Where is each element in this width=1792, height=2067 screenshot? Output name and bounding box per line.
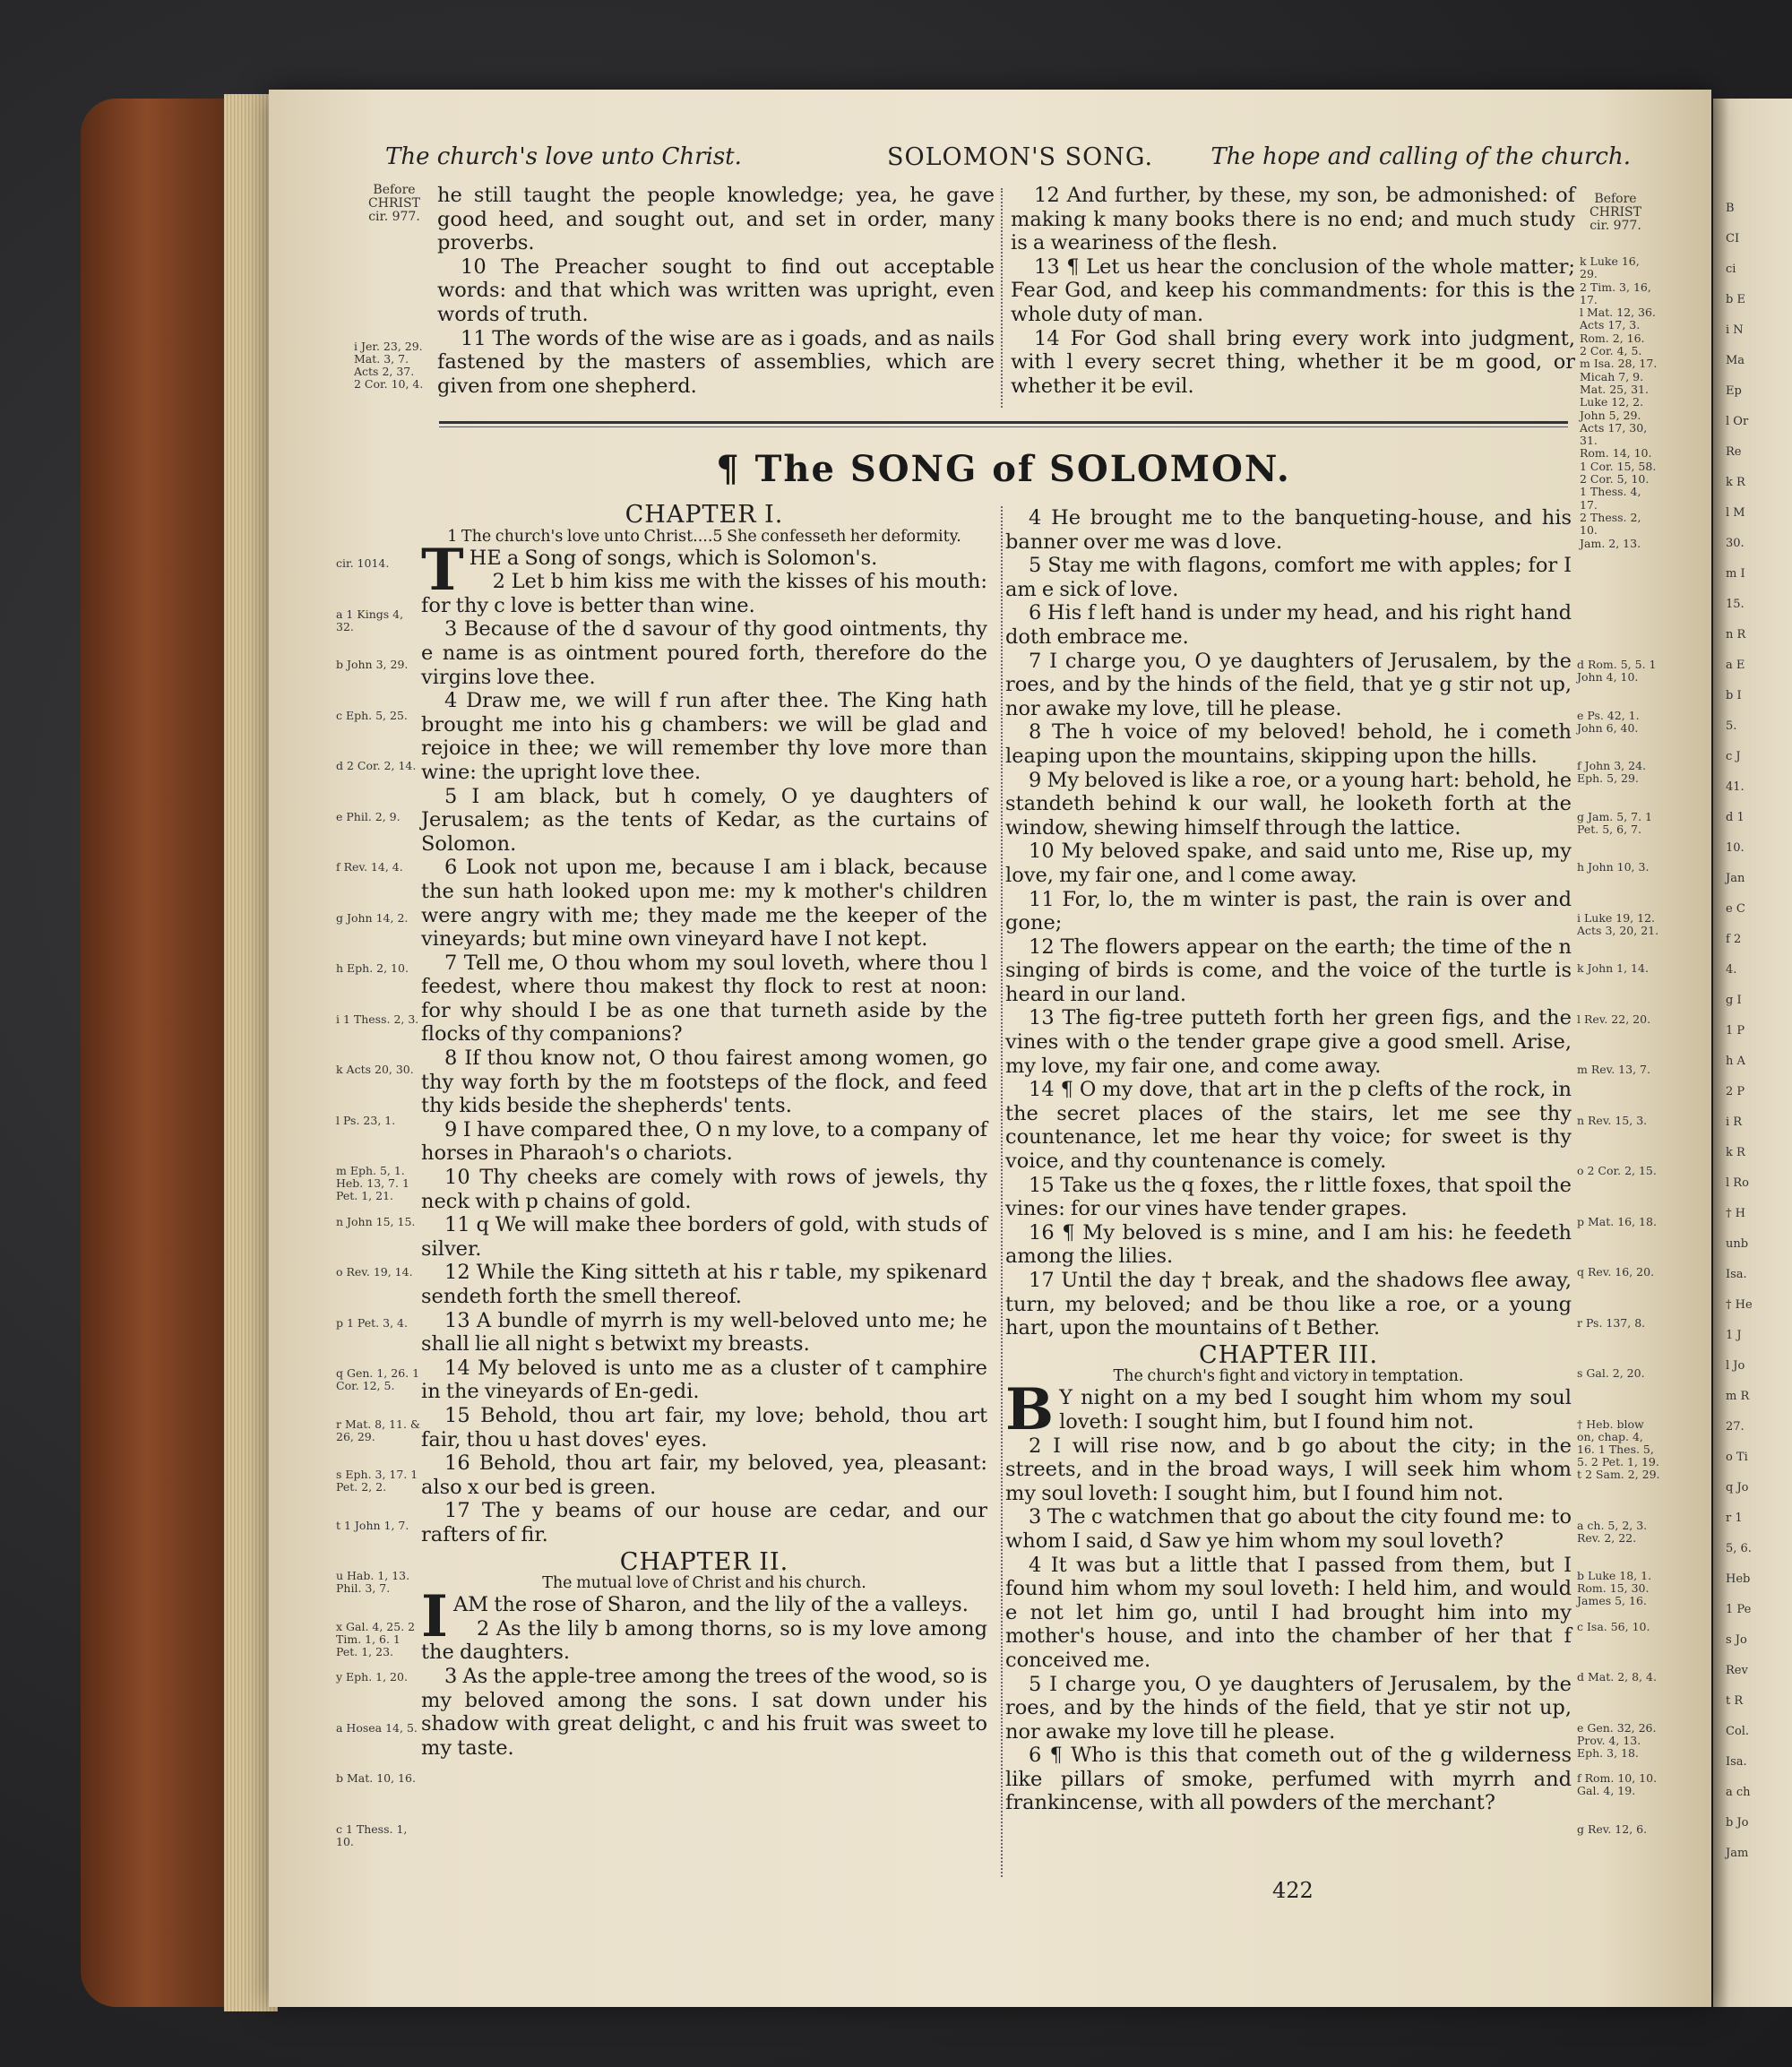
margin-reference: k John 1, 14. xyxy=(1577,961,1649,975)
verse: 11 q We will make thee borders of gold, with studs of silver. xyxy=(421,1213,987,1261)
verse: 6 Look not upon me, because I am i black, because the sun hath looked upon me: my k mother's children were angry with me; they made me the keeper of the vineyards; but mine own vineyard have I not kept. xyxy=(421,856,987,952)
next-page-fragment: † He xyxy=(1726,1298,1753,1312)
margin-reference: l Rev. 22, 20. xyxy=(1577,1012,1651,1026)
verse: 10 My beloved spake, and said unto me, Rise up, my love, my fair one, and l come away. xyxy=(1005,840,1572,887)
margin-reference: a 1 Kings 4, 32. xyxy=(336,607,404,633)
verse: 12 The flowers appear on the earth; the time of the n singing of birds is come, and the voice of the turtle is heard in our land. xyxy=(1005,934,1572,1006)
margin-reference: d Mat. 2, 8, 4. xyxy=(1577,1670,1657,1684)
chapter-2-heading: CHAPTER II. xyxy=(619,1547,789,1576)
next-page-fragment: k R xyxy=(1726,1146,1745,1159)
verse: 11 For, lo, the m winter is past, the rain is over and gone; xyxy=(1005,887,1572,935)
margin-reference: q Rev. 16, 20. xyxy=(1577,1265,1655,1279)
next-page-fragment: 30. xyxy=(1726,537,1745,550)
next-page-fragment: a ch xyxy=(1726,1786,1751,1799)
margin-reference: r Ps. 137, 8. xyxy=(1577,1315,1646,1330)
margin-reference: f Rev. 14, 4. xyxy=(336,860,403,874)
verse: 9 My beloved is like a roe, or a young hart: behold, he standeth behind k our wall, he looketh forth at the window, shewing himself through the lattice. xyxy=(1005,768,1572,840)
margin-reference: † Heb. blow on, chap. 4, 16. 1 Thes. 5, 5. 2 Pet. 1, 19. xyxy=(1577,1417,1659,1468)
next-page-fragment: 1 J xyxy=(1726,1329,1742,1342)
margin-reference: d Rom. 5, 5. 1 John 4, 10. xyxy=(1577,658,1657,684)
margin-reference: cir. 1014. xyxy=(336,556,390,570)
next-page-fragment: 15. xyxy=(1726,598,1745,611)
next-page-fragment: c J xyxy=(1726,750,1741,763)
margin-reference: n John 15, 15. xyxy=(336,1214,416,1228)
next-page-fragment: 5, 6. xyxy=(1726,1542,1752,1555)
verse: 2 I will rise now, and b go about the city; in the streets, and in the broad ways, I will seek him whom my soul loveth: I sought him, but I found him not. xyxy=(1005,1434,1572,1505)
next-page-fragment: s Jo xyxy=(1726,1633,1747,1647)
next-page-fragment: l Jo xyxy=(1726,1359,1745,1373)
next-page-fragment: 2 P xyxy=(1726,1085,1745,1098)
verse: 4 Draw me, we will f run after thee. The King hath brought me into his g chambers: we will be glad and rejoice in thee; we will remember thy love more than wine: the upright love thee. xyxy=(421,689,987,784)
verse: 7 Tell me, O thou whom my soul loveth, where thou l feedest, where thou makest thy flock to rest at noon: for why should I be as one that turneth aside by the flocks of thy companions? xyxy=(421,951,987,1046)
verse: 10 Thy cheeks are comely with rows of jewels, thy neck with p chains of gold. xyxy=(421,1166,987,1213)
next-page-fragment: 10. xyxy=(1726,841,1745,855)
margin-reference: g Jam. 5, 7. 1 Pet. 5, 6, 7. xyxy=(1577,809,1652,836)
next-page-fragment: r 1 xyxy=(1726,1511,1743,1525)
next-page-fragment: h A xyxy=(1726,1055,1745,1068)
verse: 8 The h voice of my beloved! behold, he i cometh leaping upon the mountains, skipping upon the hills. xyxy=(1005,720,1572,768)
next-page-fragment: i R xyxy=(1726,1115,1743,1129)
next-page-fragment: l M xyxy=(1726,506,1745,520)
margin-reference: f Rom. 10, 10. Gal. 4, 19. xyxy=(1577,1771,1658,1797)
margin-reference: d 2 Cor. 2, 14. xyxy=(336,759,417,772)
next-page-fragment: † H xyxy=(1726,1207,1745,1220)
section-divider-thin xyxy=(439,426,1568,427)
column-rule-main xyxy=(1001,506,1003,1877)
next-page-fragment: Jam xyxy=(1726,1847,1749,1860)
margin-reference: m Eph. 5, 1. Heb. 13, 7. 1 Pet. 1, 21. xyxy=(336,1164,409,1202)
book-title: ¶ The SONG of SOLOMON. xyxy=(716,448,1291,490)
margin-reference: p 1 Pet. 3, 4. xyxy=(336,1315,408,1330)
verse: 4 It was but a little that I passed from them, but I found him whom my soul loveth: I held him, and would e not let him go, until I had brought him into my mother's house, and into the chamber of her that f conceived me. xyxy=(1005,1553,1572,1672)
next-page-fragment: i N xyxy=(1726,323,1744,337)
margin-reference: h Eph. 2, 10. xyxy=(336,961,409,975)
next-page-fragment: t R xyxy=(1726,1694,1744,1708)
margin-reference: l Ps. 23, 1. xyxy=(336,1113,396,1127)
next-page-fragment: ci xyxy=(1726,263,1736,276)
verse: 12 While the King sitteth at his r table, my spikenard sendeth forth the smell thereof. xyxy=(421,1261,987,1308)
before-christ-note-right: Before CHRIST cir. 977. xyxy=(1590,192,1641,233)
margin-reference: g John 14, 2. xyxy=(336,910,409,925)
margin-reference: n Rev. 15, 3. xyxy=(1577,1113,1648,1127)
margin-reference: h John 10, 3. xyxy=(1577,860,1650,874)
verse: 5 I am black, but h comely, O ye daughters of Jerusalem; as the tents of Kedar, as the curtains of Solomon. xyxy=(421,784,987,856)
margin-reference: b Mat. 10, 16. xyxy=(336,1771,416,1785)
next-page-fragment: 27. xyxy=(1726,1420,1745,1434)
chapter-2-summary: The mutual love of Christ and his church. xyxy=(542,1574,866,1593)
next-page-fragment: 1 Pe xyxy=(1726,1603,1752,1616)
verse: 14 My beloved is unto me as a cluster of t camphire in the vineyards of En-gedi. xyxy=(421,1356,987,1404)
next-page-fragment: f 2 xyxy=(1726,933,1742,946)
next-page-fragment: b Jo xyxy=(1726,1816,1749,1830)
margin-reference: b Luke 18, 1. Rom. 15, 30. James 5, 16. xyxy=(1577,1569,1652,1607)
next-page-fragment: 5. xyxy=(1726,719,1737,733)
margin-reference: i Luke 19, 12. Acts 3, 20, 21. xyxy=(1577,910,1659,937)
song-col-left xyxy=(421,500,987,1760)
margin-reference: t 2 Sam. 2, 29. xyxy=(1577,1468,1660,1481)
margin-reference: s Gal. 2, 20. xyxy=(1577,1366,1645,1380)
margin-reference: x Gal. 4, 25. 2 Tim. 1, 6. 1 Pet. 1, 23. xyxy=(336,1619,416,1658)
margin-reference: k Acts 20, 30. xyxy=(336,1063,414,1076)
drop-cap: B xyxy=(1005,1376,1055,1444)
verse: 13 The fig-tree putteth forth her green figs, and the vines with o the tender grape give a good smell. Arise, my love, my fair one, and come away. xyxy=(1005,1006,1572,1078)
margin-reference: i 1 Thess. 2, 3. xyxy=(336,1012,419,1026)
verse: 17 Until the day † break, and the shadows flee away, turn, my beloved; and be thou like a roe, or a young hart, upon the mountains of t Bether. xyxy=(1005,1269,1572,1340)
verse: 5 Stay me with flagons, comfort me with apples; for I am e sick of love. xyxy=(1005,554,1572,601)
header-center: SOLOMON'S SONG. xyxy=(887,143,1154,171)
margin-reference: b John 3, 29. xyxy=(336,658,409,671)
verse: 16 ¶ My beloved is s mine, and I am his: he feedeth among the lilies. xyxy=(1005,1220,1572,1269)
next-page-fragment: Re xyxy=(1726,445,1742,459)
section-divider xyxy=(439,421,1568,424)
margin-reference: e Phil. 2, 9. xyxy=(336,809,401,823)
verse: 14 ¶ O my dove, that art in the p clefts of the rock, in the secret places of the stairs, let me see thy countenance, let me hear thy voice; for sweet is thy voice, and thy countenance is comely. xyxy=(1005,1078,1572,1174)
verse: he still taught the people knowledge; yea, he gave good heed, and sought out, and set in order, many proverbs. xyxy=(437,184,995,255)
verse: 13 ¶ Let us hear the conclusion of the whole matter; Fear God, and keep his commandments: for this is the whole duty of man. xyxy=(1011,254,1575,326)
margin-reference: e Gen. 32, 26. Prov. 4, 13. Eph. 3, 18. xyxy=(1577,1720,1657,1760)
verse: IAM the rose of Sharon, and the lily of the a valleys. xyxy=(421,1583,969,1651)
eccl-col-right xyxy=(1011,184,1575,398)
margin-reference: c Eph. 5, 25. xyxy=(336,708,408,722)
next-page-fragment: m I xyxy=(1726,567,1745,581)
verse: 2 As the lily b among thorns, so is my love among the daughters. xyxy=(421,1616,987,1665)
next-page-fragment: n R xyxy=(1726,628,1746,642)
margin-reference: u Hab. 1, 13. Phil. 3, 7. xyxy=(336,1569,410,1595)
next-page-fragment: 41. xyxy=(1726,780,1745,794)
eccl-left-refs: i Jer. 23, 29. Mat. 3, 7. Acts 2, 37. 2 Cor. 10, 4. xyxy=(354,340,424,391)
next-page-fragment: Col. xyxy=(1726,1725,1750,1738)
verse: 8 If thou know not, O thou fairest among women, go thy way forth by the m footsteps of the flock, and feed thy kids beside the shepherds' tents. xyxy=(421,1046,987,1118)
before-christ-note: Before CHRIST cir. 977. xyxy=(368,183,420,224)
verse: 11 The words of the wise are as i goads, and as nails fastened by the masters of assemblies, which are given from one shepherd. xyxy=(437,326,995,398)
verse: 3 The c watchmen that go about the city found me: to whom I said, d Saw ye him whom my soul loveth? xyxy=(1005,1505,1572,1553)
chapter-1-summary: 1 The church's love unto Christ....5 She confesseth her deformity. xyxy=(447,527,961,546)
next-page-fragment: Ep xyxy=(1726,384,1742,398)
margin-reference: m Rev. 13, 7. xyxy=(1577,1063,1650,1076)
eccl-right-refs: k Luke 16, 29. 2 Tim. 3, 16, 17. l Mat. 12, 36. Acts 17, 3. Rom. 2, 16. 2 Cor. 4, 5. m Isa. 28, 17. Micah 7, 9. Mat. 25, 31. Luke 12, 2. John 5, 29. Acts 17, 30, 31. Rom. 14, 10. 1 Cor. 15, 58. 2 Cor. 5, 10. 1 Thess. 4, 17. 2 Thess. 2, 10. Jam. 2, 13. xyxy=(1580,254,1658,550)
song-col-right xyxy=(1005,506,1572,1815)
next-page-fragment: Isa. xyxy=(1726,1755,1747,1769)
verse: 2 Let b him kiss me with the kisses of his mouth: for thy c love is better than wine. xyxy=(421,570,987,617)
next-page-fragment: m R xyxy=(1726,1390,1750,1403)
next-page-fragment: Isa. xyxy=(1726,1268,1747,1281)
verse: 17 The y beams of our house are cedar, and our rafters of fir. xyxy=(421,1499,987,1546)
next-page-edge xyxy=(1713,99,1792,2007)
margin-reference: a ch. 5, 2, 3. Rev. 2, 22. xyxy=(1577,1518,1648,1545)
next-page-fragment: Ma xyxy=(1726,354,1745,367)
next-page-fragment: o Ti xyxy=(1726,1451,1748,1464)
running-header xyxy=(385,143,1631,179)
drop-cap: T xyxy=(421,536,464,604)
margin-reference: o 2 Cor. 2, 15. xyxy=(1577,1164,1657,1177)
chapter-3-summary: The church's fight and victory in temptation. xyxy=(1113,1367,1464,1386)
next-page-fragment: a E xyxy=(1726,659,1745,672)
margin-reference: s Eph. 3, 17. 1 Pet. 2, 2. xyxy=(336,1468,418,1494)
next-page-fragment: l Ro xyxy=(1726,1176,1749,1190)
margin-reference: g Rev. 12, 6. xyxy=(1577,1822,1648,1836)
margin-reference: c Isa. 56, 10. xyxy=(1577,1619,1650,1633)
verse: 9 I have compared thee, O n my love, to a company of horses in Pharaoh's o chariots. xyxy=(421,1117,987,1166)
margin-reference: r Mat. 8, 11. & 26, 29. xyxy=(336,1417,421,1443)
header-left: The church's love unto Christ. xyxy=(385,143,742,170)
verse: 3 As the apple-tree among the trees of the wood, so is my beloved among the sons. I sat down under his shadow with great delight, c and his fruit was sweet to my taste. xyxy=(421,1664,987,1760)
next-page-fragment: b E xyxy=(1726,293,1745,306)
next-page-fragment: l Or xyxy=(1726,415,1749,428)
verse: 5 I charge you, O ye daughters of Jerusalem, by the roes, and by the hinds of the field, that ye stir not up, nor awake my love till he please. xyxy=(1005,1672,1572,1744)
next-page-fragment: g I xyxy=(1726,994,1742,1007)
next-page-fragment: b I xyxy=(1726,689,1742,702)
margin-reference: q Gen. 1, 26. 1 Cor. 12, 5. xyxy=(336,1366,420,1392)
column-rule-top xyxy=(1001,188,1003,408)
margin-reference: t 1 John 1, 7. xyxy=(336,1518,409,1532)
next-page-fragment: Jan xyxy=(1726,872,1745,885)
verse: 6 His f left hand is under my head, and his right hand doth embrace me. xyxy=(1005,601,1572,649)
next-page-fragment: d 1 xyxy=(1726,811,1745,824)
next-page-fragment: CI xyxy=(1726,232,1740,245)
verse: 3 Because of the d savour of thy good ointments, thy e name is as ointment poured forth, therefore do the virgins love thee. xyxy=(421,617,987,689)
chapter-1-heading: CHAPTER I. xyxy=(625,501,784,529)
margin-reference: e Ps. 42, 1. John 6, 40. xyxy=(1577,708,1640,735)
verse: 7 I charge you, O ye daughters of Jerusalem, by the roes, and by the hinds of the field, that ye g stir not up, nor awake my love, till he please. xyxy=(1005,649,1572,720)
verse: 6 ¶ Who is this that cometh out of the g wilderness like pillars of smoke, perfumed with myrrh and frankincense, with all powders of the merchant? xyxy=(1005,1744,1572,1815)
chapter-3-heading: CHAPTER III. xyxy=(1198,1340,1379,1369)
next-page-fragment: Heb xyxy=(1726,1572,1751,1586)
verse: 15 Take us the q foxes, the r little foxes, that spoil the vines: for our vines have tender grapes. xyxy=(1005,1173,1572,1221)
next-page-fragment: 4. xyxy=(1726,963,1737,977)
next-page-fragment: k R xyxy=(1726,476,1745,489)
verse: THE a Song of songs, which is Solomon's. xyxy=(421,536,878,604)
margin-reference: p Mat. 16, 18. xyxy=(1577,1214,1657,1228)
verse: 13 A bundle of myrrh is my well-beloved unto me; he shall lie all night s betwixt my breasts. xyxy=(421,1308,987,1356)
next-page-fragment: B xyxy=(1726,202,1735,215)
verse: 4 He brought me to the banqueting-house, and his banner over me was d love. xyxy=(1005,506,1572,554)
margin-reference: f John 3, 24. Eph. 5, 29. xyxy=(1577,759,1646,785)
margin-reference: a Hosea 14, 5. xyxy=(336,1720,418,1735)
next-page-fragment: q Jo xyxy=(1726,1481,1749,1494)
next-page-fragment: e C xyxy=(1726,902,1745,916)
verse: B Y night on a my bed I sought him whom my soul loveth: I sought him, but I found him not. xyxy=(1005,1376,1572,1444)
drop-cap: I xyxy=(421,1583,448,1651)
margin-reference: y Eph. 1, 20. xyxy=(336,1670,408,1684)
next-page-fragment: unb xyxy=(1726,1237,1749,1251)
verse: 16 Behold, thou art fair, my beloved, yea, pleasant: also x our bed is green. xyxy=(421,1451,987,1499)
verse: 15 Behold, thou art fair, my love; behold, thou art fair, thou u hast doves' eyes. xyxy=(421,1403,987,1451)
margin-reference: c 1 Thess. 1, 10. xyxy=(336,1822,408,1848)
eccl-col-left xyxy=(437,184,995,398)
verse: 10 The Preacher sought to find out acceptable words: and that which was written was upright, even words of truth. xyxy=(437,254,995,326)
margin-reference: o Rev. 19, 14. xyxy=(336,1265,413,1279)
page-number: 422 xyxy=(1272,1878,1314,1903)
next-page-fragment: Rev xyxy=(1726,1664,1748,1677)
verse: 14 For God shall bring every work into judgment, with l every secret thing, whether it be m good, or whether it be evil. xyxy=(1011,326,1575,398)
next-page-fragment: 1 P xyxy=(1726,1024,1745,1038)
verse: 12 And further, by these, my son, be admonished: of making k many books there is no end; and much study is a weariness of the flesh. xyxy=(1011,184,1575,255)
header-right: The hope and calling of the church. xyxy=(1210,143,1631,170)
